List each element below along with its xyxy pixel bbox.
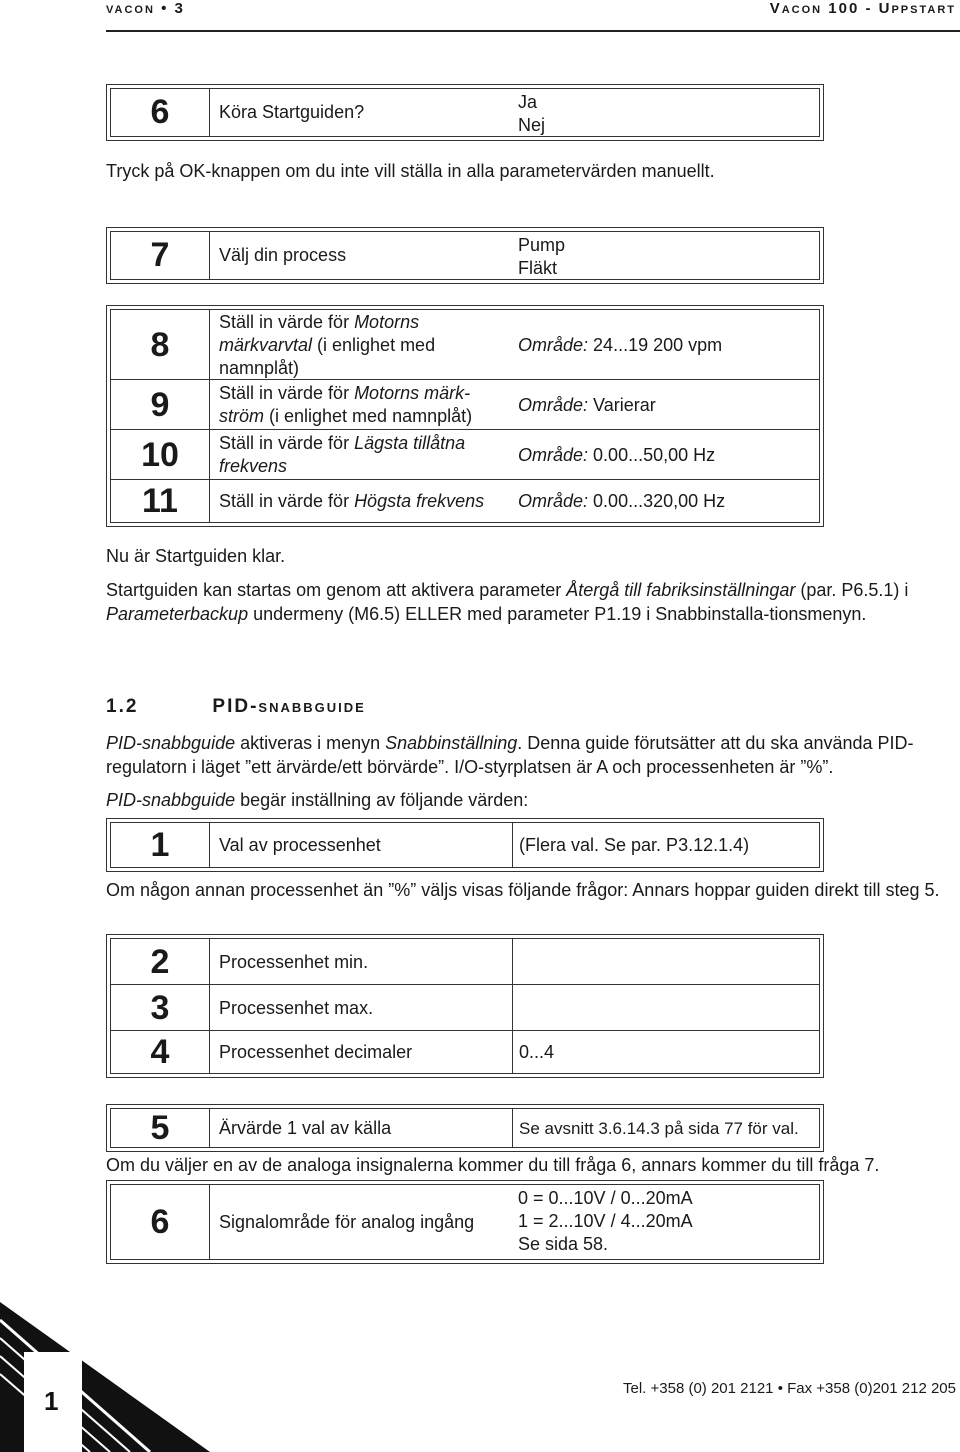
pid-step-1-box [106, 818, 824, 872]
step-6-start-wizard-box [106, 84, 824, 141]
pid-request-text: PID-snabbguide begär inställning av följande värden: [106, 790, 529, 810]
step-row [110, 822, 820, 868]
step-number: 8 [111, 310, 210, 380]
step-text: Ställ in värde för Lägsta tillåtna frekvens [219, 433, 466, 476]
step-value [512, 985, 819, 1031]
step-number: 4 [111, 1031, 210, 1073]
step-options [512, 89, 819, 136]
step-row [110, 88, 820, 137]
steps-8-11-box [106, 305, 824, 527]
step-row [110, 231, 820, 280]
step-value: 0...4 [512, 1031, 819, 1073]
step-number: 9 [111, 380, 210, 430]
option-0: 0 = 0...10V / 0...20mA [518, 1188, 693, 1208]
step-value: Se avsnitt 3.6.14.3 på sida 77 för val. [512, 1109, 819, 1147]
option-fan: Fläkt [518, 258, 558, 278]
section-title: PID-snabbguide [212, 696, 366, 717]
pid-steps-2-4-box [106, 934, 824, 1078]
step-values [512, 1185, 819, 1259]
step-text: Ställ in värde för Motorns märkvarvtal (i enlighet med namnplåt) [219, 311, 436, 378]
header-rule [106, 30, 960, 32]
step-number: 6 [111, 1185, 210, 1259]
step-options [512, 232, 819, 279]
step-number: 7 [111, 232, 210, 279]
page-number: 1 [44, 1386, 59, 1416]
step-text: Välj din process [219, 245, 347, 265]
step-text: Val av processenhet [219, 834, 381, 855]
step-number: 3 [111, 985, 210, 1031]
step-row [110, 429, 820, 481]
option-yes: Ja [518, 92, 538, 112]
step-number: 10 [111, 430, 210, 480]
step-text: Ställ in värde för Högsta frekvens [219, 490, 485, 511]
option-note: Se sida 58. [518, 1234, 609, 1254]
other-unit-info: Om någon annan processenhet än ”%” väljs visas följande frågor: Annars hoppar guiden direkt till steg 5. [106, 880, 940, 900]
step-number: 1 [111, 823, 210, 867]
step-row [110, 309, 820, 381]
wizard-done-text: Nu är Startguiden klar. [106, 546, 286, 566]
step-row [110, 379, 820, 431]
pid-step-6-box [106, 1180, 824, 1264]
step-row [110, 1184, 820, 1260]
step-number: 11 [111, 480, 210, 522]
option-1: 1 = 2...10V / 4...20mA [518, 1211, 693, 1231]
step-range: Område: 0.00...50,00 Hz [518, 444, 716, 465]
step-range: Område: Varierar [518, 394, 656, 415]
step-row [110, 1030, 820, 1074]
step-number: 6 [111, 89, 210, 136]
step-text: Signalområde för analog ingång [219, 1211, 475, 1232]
contact-info: Tel. +358 (0) 201 2121 • Fax +358 (0)201 212 205 [623, 1380, 956, 1397]
step-range: Område: 0.00...320,00 Hz [518, 490, 726, 511]
option-no: Nej [518, 115, 546, 135]
ok-instruction: Tryck på OK-knappen om du inte vill ställa in alla parametervärden manuellt. [106, 161, 715, 181]
step-row [110, 479, 820, 523]
section-heading [106, 696, 366, 718]
step-text: Processenhet decimaler [219, 1041, 413, 1062]
pid-step-5-box [106, 1104, 824, 1152]
step-number: 5 [111, 1109, 210, 1147]
pid-intro: PID-snabbguide aktiveras i menyn Snabbinställning. Denna guide förutsätter att du ska använda PID-regulatorn i läget ”ett ärvärde/ett börvärde”. I/O-styrplatsen är A och processenheten är ”%”. [106, 733, 914, 777]
step-text: Ärvärde 1 val av källa [219, 1117, 392, 1138]
section-number: 1.2 [106, 696, 139, 717]
step-row [110, 938, 820, 986]
step-text: Processenhet min. [219, 951, 369, 972]
header-brand: vacon • 3 [106, 0, 185, 17]
step-text: Köra Startguiden? [219, 102, 365, 122]
page-header [106, 0, 960, 22]
analog-info: Om du väljer en av de analoga insignalerna kommer du till fråga 6, annars kommer du till fråga 7. [106, 1155, 880, 1175]
option-pump: Pump [518, 235, 566, 255]
step-value: (Flera val. Se par. P3.12.1.4) [512, 823, 819, 867]
step-range: Område: 24...19 200 vpm [518, 334, 723, 355]
step-row [110, 984, 820, 1032]
step-number: 2 [111, 939, 210, 985]
step-text: Processenhet max. [219, 997, 374, 1018]
step-value [512, 939, 819, 985]
header-chapter: Vacon 100 - Uppstart [769, 0, 956, 17]
corner-stripes-graphic [0, 1302, 210, 1452]
step-7-process-box [106, 227, 824, 284]
restart-info: Startguiden kan startas om genom att aktivera parameter Återgå till fabriksinställningar (par. P6.5.1) i Parameterbackup undermeny (M6.5) ELLER med parameter P1.19 i Snabbinstalla-tionsmenyn. [106, 580, 909, 624]
step-text: Ställ in värde för Motorns märk-ström (i enlighet med namnplåt) [219, 383, 473, 426]
step-row [110, 1108, 820, 1148]
